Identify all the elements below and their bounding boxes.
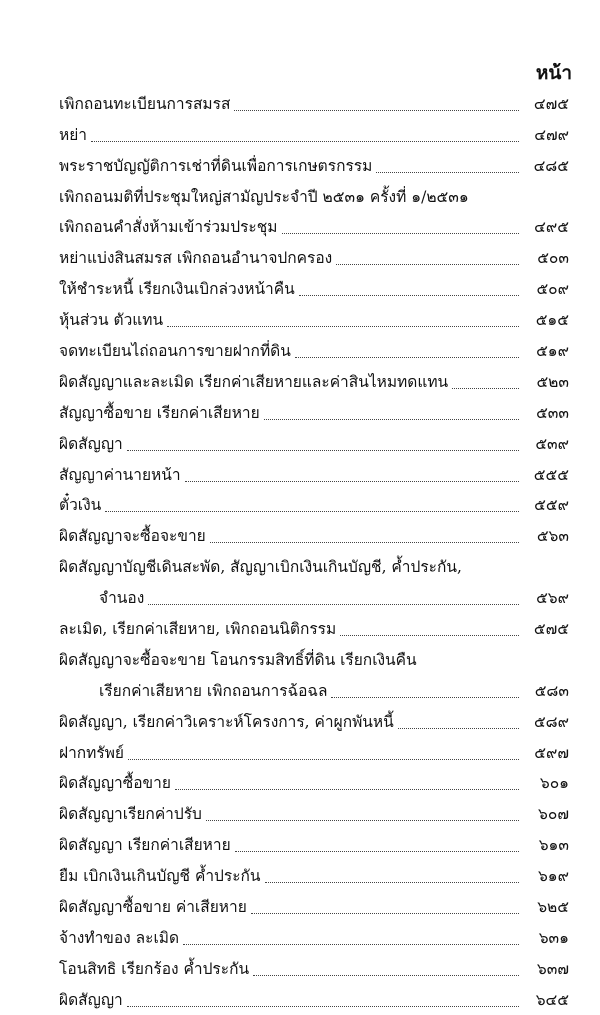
toc-entry-title: ผิดสัญญา, เรียกค่าวิเคราะห์โครงการ, ค่าผูกพันหนี้ [59,712,394,731]
dot-leader [265,882,519,883]
dot-leader [282,233,520,234]
dot-leader [128,759,519,760]
dot-leader [234,110,519,111]
toc-entry-title: ยืม เบิกเงินเกินบัญชี ค้ำประกัน [59,867,261,886]
toc-entry [59,212,569,243]
toc-entry-title: ฝากทรัพย์ [59,743,125,762]
table-of-contents [59,88,569,1015]
toc-entry-title: ผิดสัญญาซื้อขาย ค่าเสียหาย [59,898,247,917]
toc-entry-page-number: ๕๓๓ [536,403,569,422]
toc-entry-page-number: ๔๗๙ [534,125,569,144]
toc-entry [59,891,569,922]
toc-entry-title: ผิดสัญญาจะซื้อจะขาย โอนกรรมสิทธิ์ที่ดิน เรียกเงินคืน [59,650,417,669]
toc-entry-title: ผิดสัญญา [59,434,123,453]
dot-leader [376,172,519,173]
toc-entry-title: ผิดสัญญาเรียกค่าปรับ [59,805,202,824]
toc-entry-title: สัญญาค่านายหน้า [59,465,181,484]
toc-entry [59,984,569,1015]
dot-leader [210,542,519,543]
toc-entry-title: จ้างทำของ ละเมิด [59,928,180,947]
toc-entry-title: ผิดสัญญาบัญชีเดินสะพัด, สัญญาเบิกเงินเกินบัญชี, ค้ำประกัน, [59,558,462,577]
dot-leader [331,697,519,698]
toc-entry [59,860,569,891]
toc-entry [59,181,569,212]
toc-entry-page-number: ๕๕๕ [533,465,569,484]
toc-entry-title: ผิดสัญญาซื้อขาย [59,774,171,793]
toc-entry-page-number: ๕๖๙ [536,589,569,608]
toc-entry-page-number: ๕๙๗ [534,743,569,762]
dot-leader [299,295,519,296]
toc-entry-page-number: ๖๐๗ [538,805,569,824]
toc-entry-page-number: ๕๐๙ [536,280,569,299]
toc-entry-page-number: ๕๐๓ [537,249,569,268]
toc-entry-title: ตั๋วเงิน [59,496,102,515]
dot-leader [185,481,519,482]
toc-entry-title: หย่าแบ่งสินสมรส เพิกถอนอำนาจปกครอง [59,249,333,268]
toc-entry-page-number: ๕๓๙ [535,434,569,453]
toc-entry [59,397,569,428]
toc-entry [59,366,569,397]
toc-entry [59,706,569,737]
toc-entry [59,150,569,181]
toc-entry-page-number: ๖๑๙ [537,867,569,886]
toc-entry-page-number: ๖๒๕ [537,898,569,917]
toc-entry-title: พระราชบัญญัติการเช่าที่ดินเพื่อการเกษตรกรรม [59,156,373,175]
toc-entry-page-number: ๕๕๙ [534,496,569,515]
toc-entry-title: เพิกถอนทะเบียนการสมรส [59,94,231,113]
dot-leader [398,728,519,729]
toc-page-column-header: หน้า [535,62,572,84]
toc-entry [59,520,569,551]
toc-entry-title: โอนสิทธิ เรียกร้อง ค้ำประกัน [59,959,250,978]
toc-entry [59,768,569,799]
dot-leader [148,604,519,605]
toc-entry-title: ผิดสัญญา เรียกค่าเสียหาย [59,836,231,855]
toc-entry [59,88,569,119]
toc-entry-title: หย่า [59,125,88,144]
toc-entry-title: ให้ชำระหนี้ เรียกเงินเบิกล่วงหน้าคืน [59,280,295,299]
dot-leader [251,913,519,914]
toc-entry-title: จดทะเบียนไถ่ถอนการขายฝากที่ดิน [59,342,291,361]
toc-entry [59,490,569,521]
toc-entry-title: ละเมิด, เรียกค่าเสียหาย, เพิกถอนนิติกรรม [59,620,337,639]
dot-leader [167,326,519,327]
toc-entry [59,675,569,706]
toc-entry-title: ผิดสัญญาและละเมิด เรียกค่าเสียหายและค่าสินไหมทดแทน [59,372,449,391]
toc-entry-page-number: ๔๗๕ [533,94,569,113]
dot-leader [183,944,519,945]
toc-entry [59,551,569,582]
toc-entry-page-number: ๕๒๓ [536,372,569,391]
toc-entry-page-number: ๖๓๗ [536,959,569,978]
dot-leader [340,635,519,636]
toc-entry-page-number: ๔๙๕ [534,218,569,237]
toc-entry-title: ผิดสัญญา [59,990,123,1009]
dot-leader [264,419,519,420]
toc-entry [59,242,569,273]
toc-entry [59,829,569,860]
toc-entry-title: เพิกถอนมติที่ประชุมใหญ่สามัญประจำปี ๒๕๓๑ ครั้งที่ ๑/๒๕๓๑ [59,187,469,206]
toc-entry [59,273,569,304]
toc-entry [59,798,569,829]
toc-entry-page-number: ๕๘๓ [534,681,569,700]
toc-entry-page-number: ๖๔๕ [535,990,569,1009]
dot-leader [295,357,519,358]
toc-entry-title: ผิดสัญญาจะซื้อจะขาย [59,527,206,546]
toc-entry [59,644,569,675]
dot-leader [206,820,519,821]
toc-entry [59,304,569,335]
toc-entry-page-number: ๕๑๕ [535,311,569,330]
toc-entry-page-number: ๕๑๙ [536,342,569,361]
toc-entry-title: หุ้นส่วน ตัวแทน [59,311,164,330]
toc-entry [59,922,569,953]
toc-entry-title: จำนอง [99,589,145,608]
toc-entry-page-number: ๕๖๓ [536,527,569,546]
dot-leader [105,511,519,512]
dot-leader [235,851,519,852]
toc-entry [59,428,569,459]
toc-entry [59,119,569,150]
dot-leader [91,141,519,142]
toc-entry [59,459,569,490]
toc-entry-title: เพิกถอนคำสั่งห้ามเข้าร่วมประชุม [59,218,278,237]
dot-leader [452,388,519,389]
toc-entry [59,613,569,644]
dot-leader [175,789,519,790]
toc-entry [59,953,569,984]
dot-leader [127,450,519,451]
dot-leader [253,975,519,976]
toc-entry-title: สัญญาซื้อขาย เรียกค่าเสียหาย [59,403,260,422]
toc-entry [59,737,569,768]
toc-entry-page-number: ๖๐๑ [539,774,569,793]
toc-entry [59,582,569,613]
toc-entry-page-number: ๕๗๕ [533,620,569,639]
toc-entry-page-number: ๔๘๕ [533,156,569,175]
toc-entry-title: เรียกค่าเสียหาย เพิกถอนการฉ้อฉล [99,681,328,700]
toc-entry [59,335,569,366]
toc-entry-page-number: ๖๓๑ [538,928,569,947]
dot-leader [336,264,519,265]
toc-entry-page-number: ๕๘๙ [533,712,569,731]
toc-entry-page-number: ๖๑๓ [538,836,569,855]
